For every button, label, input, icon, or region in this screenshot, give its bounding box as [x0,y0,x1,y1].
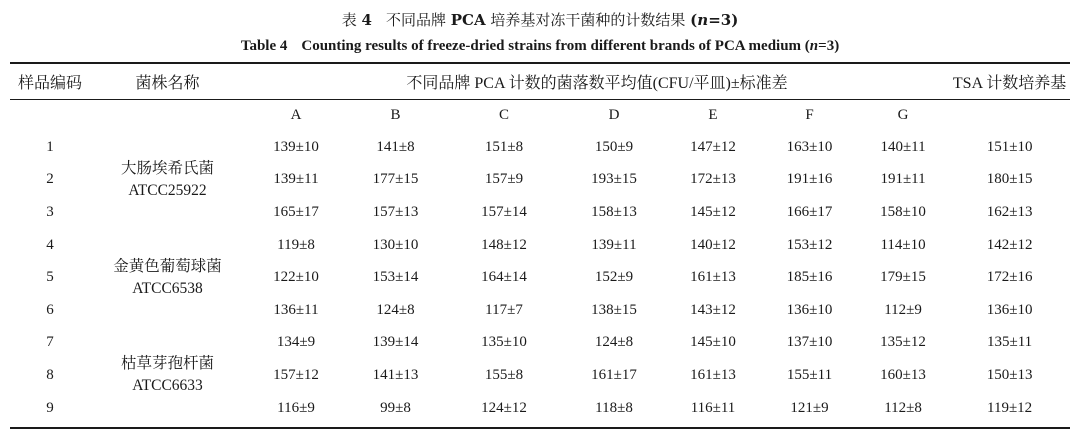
pca-count-cell: 191±16 [786,171,833,188]
table-row [10,131,1070,164]
pca-count-cell: 164±14 [481,269,527,286]
strain-name-cell [90,229,245,327]
sample-id-cell: 3 [46,203,54,220]
tsa-count-cell: 142±12 [986,236,1033,253]
strain-chinese-name: 枯草芽孢杆菌 [120,355,214,373]
pca-count-cell: 124±8 [594,334,634,351]
table-row [10,327,1070,360]
caption-en-title: Counting results of freeze-dried strains from different brands of PCA medium [301,38,802,54]
sample-id-cell: 7 [46,334,54,351]
pca-count-cell: 145±10 [690,334,736,351]
pca-count-cell: 99±8 [380,399,411,416]
pca-count-cell: 124±12 [481,399,527,416]
pca-count-cell: 141±8 [376,138,415,155]
pca-count-cell: 119±8 [277,236,315,253]
tsa-count-cell: 172±16 [986,269,1033,286]
pca-count-cell: 155±8 [484,366,524,383]
caption-cn-title-prefix: 不同品牌 [385,11,446,29]
pca-count-cell: 151±8 [484,138,524,155]
strain-name-cell [90,327,245,425]
tsa-count-cell: 136±10 [986,301,1033,318]
pca-count-cell: 155±11 [786,366,833,383]
table-bottom-rule [10,427,1070,429]
strain-chinese-name: 大肠埃希氏菌 [120,159,214,177]
caption-cn-sample-size: (n=3) [690,11,739,29]
pca-count-cell: 152±9 [594,269,634,286]
table-caption-english [0,37,1080,55]
pca-count-cell: 161±13 [690,269,736,286]
pca-count-cell: 165±17 [273,203,319,220]
pca-count-cell: 139±11 [273,171,319,188]
header-tsa: TSA 计数培养基 [952,75,1067,92]
strain-atcc-code: ATCC6633 [132,377,203,395]
header-sample-no: 样品编码 [17,75,82,92]
header-brand-d: D [608,106,620,123]
pca-count-cell: 158±10 [880,203,926,220]
header-brand-e: E [708,106,718,123]
table-caption-chinese [0,11,1080,29]
pca-count-cell: 114±10 [880,236,926,253]
pca-count-cell: 153±12 [786,236,833,253]
pca-count-cell: 137±10 [786,334,833,351]
pca-count-cell: 134±9 [276,334,316,351]
pca-count-cell: 139±10 [273,138,319,155]
tsa-count-cell: 180±15 [986,171,1033,188]
pca-count-cell: 136±10 [786,301,833,318]
sample-id-cell: 8 [46,366,54,383]
pca-count-cell: 172±13 [690,171,736,188]
header-row-brands [10,99,1070,131]
pca-count-cell: 112±9 [884,301,922,318]
table-row [10,229,1070,262]
tsa-count-cell: 119±12 [987,399,1033,416]
pca-count-cell: 150±9 [594,138,634,155]
pca-count-cell: 118±8 [595,399,633,416]
table-body [10,131,1070,424]
pca-count-cell: 179±15 [880,269,926,286]
tsa-count-cell: 151±10 [986,138,1033,155]
pca-count-cell: 191±11 [880,171,926,188]
header-brand-c: C [498,106,509,123]
pca-count-cell: 130±10 [372,236,419,253]
pca-count-cell: 117±7 [485,301,523,318]
pca-count-cell: 135±12 [880,334,926,351]
strain-atcc-code: ATCC25922 [128,181,207,199]
header-strain-name: 菌株名称 [135,75,200,92]
tsa-count-cell: 150±13 [986,366,1033,383]
pca-count-cell: 122±10 [273,269,319,286]
caption-cn-number: 4 [361,11,372,29]
pca-count-cell: 139±11 [591,236,637,253]
tsa-count-cell: 135±11 [987,334,1033,351]
pca-count-cell: 140±11 [880,138,926,155]
pca-count-cell: 143±12 [690,301,736,318]
pca-count-cell: 160±13 [880,366,926,383]
caption-cn-title-suffix: 培养基对冻干菌种的计数结果 [490,11,686,29]
strain-name-cell [90,131,245,229]
sample-id-cell: 9 [46,399,54,416]
pca-count-cell: 157±13 [372,203,419,220]
pca-count-cell: 136±11 [273,301,319,318]
pca-count-cell: 161±17 [591,366,637,383]
caption-cn-label: 表 [341,11,357,29]
sample-id-cell: 4 [46,236,54,253]
pca-count-cell: 116±9 [277,399,315,416]
pca-count-cell: 158±13 [591,203,637,220]
pca-count-cell: 116±11 [690,399,736,416]
sample-id-cell: 5 [46,269,54,286]
sample-id-cell: 2 [46,171,54,188]
header-brand-g: G [897,106,909,123]
header-brand-b: B [390,106,401,123]
caption-en-label: Table 4 [240,38,288,54]
pca-count-cell: 185±16 [786,269,833,286]
pca-count-cell: 139±14 [372,334,419,351]
tsa-count-cell: 162±13 [986,203,1033,220]
pca-count-cell: 135±10 [481,334,527,351]
pca-count-cell: 157±14 [481,203,527,220]
counting-results-table [10,64,1070,424]
pca-count-cell: 161±13 [690,366,736,383]
pca-count-cell: 157±12 [273,366,319,383]
pca-count-cell: 153±14 [372,269,419,286]
strain-atcc-code: ATCC6538 [132,279,203,297]
pca-count-cell: 141±13 [372,366,419,383]
pca-count-cell: 147±12 [690,138,736,155]
pca-count-cell: 148±12 [481,236,527,253]
caption-cn-pca: PCA [450,11,486,29]
pca-count-cell: 157±9 [484,171,524,188]
pca-count-cell: 124±8 [376,301,415,318]
pca-count-cell: 166±17 [786,203,833,220]
sample-id-cell: 1 [46,138,54,155]
caption-en-sample-size: (n=3) [804,38,840,54]
sample-id-cell: 6 [46,301,54,318]
strain-chinese-name: 金黄色葡萄球菌 [113,257,222,275]
pca-count-cell: 112±8 [884,399,922,416]
pca-count-cell: 177±15 [372,171,419,188]
header-row-primary [10,64,1070,99]
pca-count-cell: 138±15 [591,301,637,318]
header-brand-a: A [290,106,302,123]
pca-count-cell: 121±9 [790,399,829,416]
pca-count-cell: 163±10 [786,138,833,155]
pca-count-cell: 145±12 [690,203,736,220]
pca-count-cell: 193±15 [591,171,637,188]
header-pca-group: 不同品牌 PCA 计数的菌落数平均值(CFU/平皿)±标准差 [406,75,788,92]
pca-count-cell: 140±12 [690,236,736,253]
header-brand-f: F [805,106,814,123]
